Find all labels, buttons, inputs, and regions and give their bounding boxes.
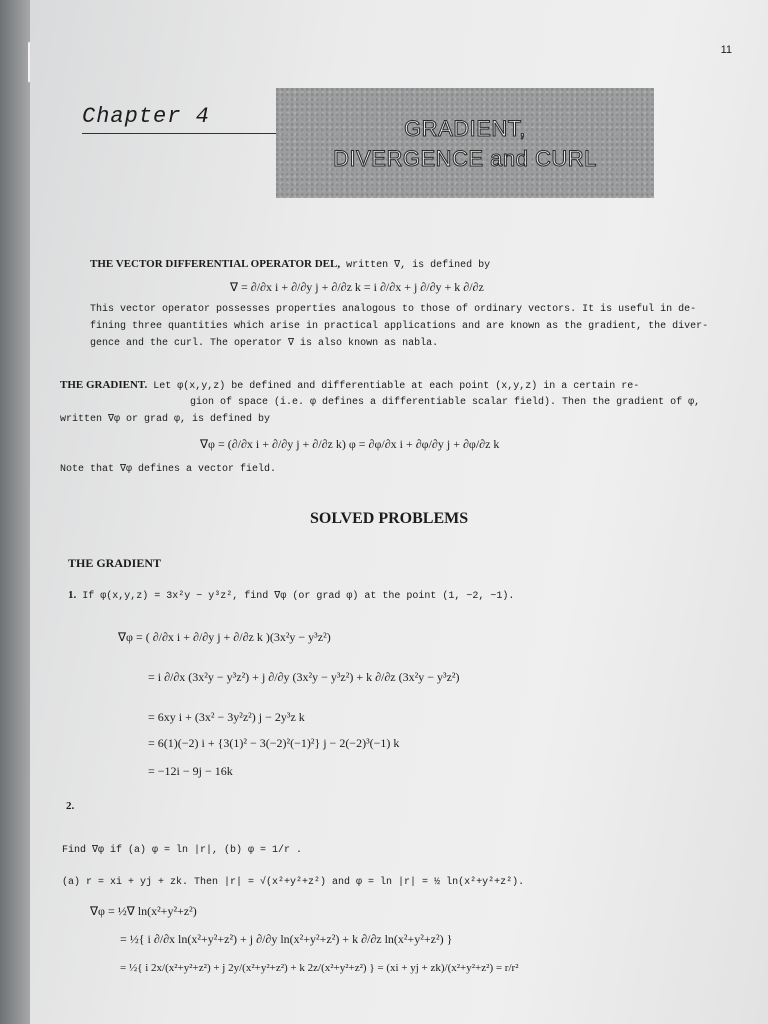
del-heading: THE VECTOR DIFFERENTIAL OPERATOR DEL,: [90, 258, 341, 270]
chapter-title-banner: [276, 88, 654, 198]
problem-1-number: 1.: [68, 589, 77, 601]
problem-2-number: 2.: [66, 800, 75, 812]
del-text-line2: fining three quantities which arise in practical applications and are known as the gradient, the diver-: [90, 321, 709, 332]
chapter-title-line1: GRADIENT,: [404, 116, 526, 141]
problem-1-line: ∇φ = ( ∂/∂x i + ∂/∂y j + ∂/∂z k )(3x²y − y³z²): [118, 630, 331, 644]
binding-shadow: [0, 0, 30, 1024]
problem-1-line: = 6xy i + (3x² − 3y²z²) j − 2y³z k: [148, 710, 305, 724]
gradient-text-line2: gion of space (i.e. φ defines a differentiable scalar field). Then the gradient of φ,: [190, 397, 701, 408]
problem-1: [68, 587, 514, 605]
problem-2-line: = ½{ i 2x/(x²+y²+z²) + j 2y/(x²+y²+z²) + k 2z/(x²+y²+z²) } = (xi + yj + zk)/(x²+y²+z²) = r/r²: [120, 962, 519, 974]
problem-1-line: = 6(1)(−2) i + {3(1)² − 3(−2)²(−1)²} j − 2(−2)³(−1) k: [148, 736, 400, 750]
problem-2-line: = ½{ i ∂/∂x ln(x²+y²+z²) + j ∂/∂y ln(x²+y²+z²) + k ∂/∂z ln(x²+y²+z²) }: [120, 932, 453, 946]
gradient-text-line1: Let φ(x,y,z) be defined and differentiable at each point (x,y,z) in a certain re-: [147, 381, 640, 392]
problem-1-statement: If φ(x,y,z) = 3x²y − y³z², find ∇φ (or grad φ) at the point (1, −2, −1).: [82, 591, 515, 602]
problem-2-statement: Find ∇φ if (a) φ = ln |r|, (b) φ = 1/r .: [62, 845, 303, 856]
chapter-title-line2: DIVERGENCE and CURL: [333, 146, 597, 171]
problem-1-line: = i ∂/∂x (3x²y − y³z²) + j ∂/∂y (3x²y − y³z²) + k ∂/∂z (3x²y − y³z²): [148, 670, 460, 684]
page-number: 11: [720, 44, 732, 56]
solved-problems-title: SOLVED PROBLEMS: [310, 510, 469, 527]
gradient-note: Note that ∇φ defines a vector field.: [60, 464, 277, 475]
del-text-line3: gence and the curl. The operator ∇ is also known as nabla.: [90, 338, 439, 349]
problem-2-line: ∇φ = ½∇ ln(x²+y²+z²): [90, 904, 197, 918]
document-page: [30, 0, 768, 1024]
problem-1-line: = −12i − 9j − 16k: [148, 764, 233, 778]
gradient-text-line3: written ∇φ or grad φ, is defined by: [60, 414, 271, 425]
section-title: THE GRADIENT: [68, 556, 162, 570]
del-text-line1: This vector operator possesses properties analogous to those of ordinary vectors. It is useful in de-: [90, 304, 697, 315]
problem-2-part-a: (a) r = xi + yj + zk. Then |r| = √(x²+y²+z²) and φ = ln |r| = ½ ln(x²+y²+z²).: [62, 877, 525, 888]
del-intro: written ∇, is defined by: [340, 260, 491, 271]
chapter-label: Chapter 4: [82, 104, 210, 129]
gradient-definition: [60, 377, 639, 395]
del-equation: ∇ = ∂/∂x i + ∂/∂y j + ∂/∂z k = i ∂/∂x + j ∂/∂y + k ∂/∂z: [230, 280, 484, 294]
gradient-equation: ∇φ = (∂/∂x i + ∂/∂y j + ∂/∂z k) φ = ∂φ/∂x i + ∂φ/∂y j + ∂φ/∂z k: [200, 437, 500, 451]
del-definition: [90, 256, 490, 274]
gradient-heading: THE GRADIENT.: [60, 379, 148, 391]
